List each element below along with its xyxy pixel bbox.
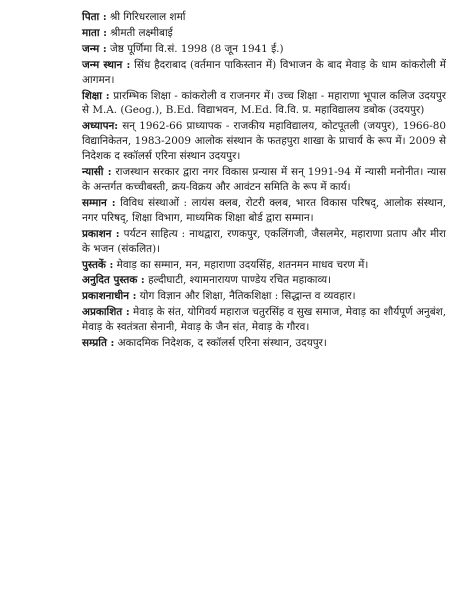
- entry-label: पिता :: [82, 11, 107, 23]
- entry-text: श्री गिरिधरलाल शर्मा: [106, 11, 186, 23]
- entry-label: अध्यापन:: [82, 120, 119, 133]
- entry-text: मेवाड़ का सम्मान, मन, महाराणा उदयसिंह, शतनमन माधव चरण में।: [113, 258, 369, 271]
- entry-label: न्यासी :: [82, 166, 112, 179]
- entry-label: अप्रकाशित :: [82, 306, 130, 319]
- entry-honours: [82, 196, 446, 226]
- entry-label: सम्प्रति :: [82, 337, 115, 350]
- entry-books: [82, 258, 446, 273]
- entry-label: जन्म स्थान :: [82, 58, 131, 71]
- entry-text: राजस्थान सरकार द्वारा नगर विकास प्रन्यास में सन् 1991-94 में न्यासी मनोनीत। न्यास के अन्तर्गत कच्चीबस्ती, क्रय-विक्रय और आवंटन समिति के रूप में कार्य।: [82, 166, 446, 193]
- entry-translated-book: [82, 273, 446, 288]
- entry-label: प्रकाशन :: [82, 227, 120, 240]
- entry-text: श्रीमती लक्ष्मीबाई: [106, 26, 173, 39]
- entry-current: [82, 336, 446, 351]
- entry-unpublished: [82, 305, 446, 335]
- entry-label: पुस्तकें :: [82, 258, 114, 271]
- entry-teaching: [82, 119, 446, 164]
- entry-birthplace: [82, 58, 446, 88]
- entry-text: सन् 1962-66 प्राध्यापक - राजकीय महाविद्यालय, कोटपूतली (जयपुर), 1966-80 विद्यानिकेतन, 1983-2009 आलोक संस्थान के फतहपुरा शाखा के प्राचार्य के रूप में। 2009 से निदेशक द स्कॉलर्स एरिना संस्थान उदयपुर।: [82, 120, 446, 163]
- entry-text: मेवाड़ के संत, योगिवर्य महाराज चतुरसिंह व सुख समाज, मेवाड़ का शौर्यपूर्ण अनुबंश, मेवाड़ के स्वतंत्रता सेनानी, मेवाड़ के जैन संत, मेवाड़ के गौरव।: [82, 306, 446, 334]
- entry-forthcoming: [82, 289, 446, 304]
- entry-text: हल्दीघाटी, श्यामनारायण पाण्डेय रचित महाकाव्य।: [144, 274, 332, 287]
- entry-birth: [82, 42, 446, 57]
- entry-text: प्रारम्भिक शिक्षा - कांकरोली व राजनगर में। उच्च शिक्षा - महाराणा भूपाल कलिज उदयपुर से M.A. (Geog.), B.Ed. विद्याभवन, M.Ed. वि.वि. प्र. महाविद्यालय डबोक (उदयपुर): [82, 89, 446, 117]
- entry-text: पर्यटन साहित्य : नाथद्वारा, रणकपुर, एकलिंगजी, जैसलमेर, महाराणा प्रताप और मीरा के भजन (संकलित)।: [82, 227, 446, 255]
- entry-label: अनुदित पुस्तक :: [82, 274, 145, 287]
- entry-education: [82, 89, 446, 119]
- entry-label: माता :: [82, 26, 107, 39]
- entry-text: सिंध हैदराबाद (वर्तमान पाकिस्तान में) विभाजन के बाद मेवाड़ के धाम कांकरोली में आगमन।: [82, 58, 446, 86]
- entry-mother: [82, 26, 446, 41]
- entry-father: [82, 10, 446, 25]
- entry-label: जन्म :: [82, 42, 107, 55]
- entry-text: अकादमिक निदेशक, द स्कॉलर्स एरिना संस्थान, उदयपुर।: [114, 337, 327, 350]
- entry-text: विविध संस्थाओं : लायंस क्लब, रोटरी क्लब, भारत विकास परिषद्, आलोक संस्थान, नगर परिषद्, शिक्षा विभाग, माध्यमिक शिक्षा बोर्ड द्वारा सम्मान।: [82, 196, 446, 224]
- entry-publications: [82, 227, 446, 257]
- entry-trustee: [82, 165, 446, 195]
- entry-text: जेष्ठ पूर्णिमा वि.सं. 1998 (8 जून 1941 ई.): [106, 42, 284, 55]
- entry-label: शिक्षा :: [82, 89, 110, 102]
- entry-text: योग विज्ञान और शिक्षा, नैतिकशिक्षा : सिद्धान्त व व्यवहार।: [136, 290, 356, 303]
- entry-label: प्रकाशनाधीन :: [82, 290, 137, 303]
- entry-label: सम्मान :: [82, 196, 116, 209]
